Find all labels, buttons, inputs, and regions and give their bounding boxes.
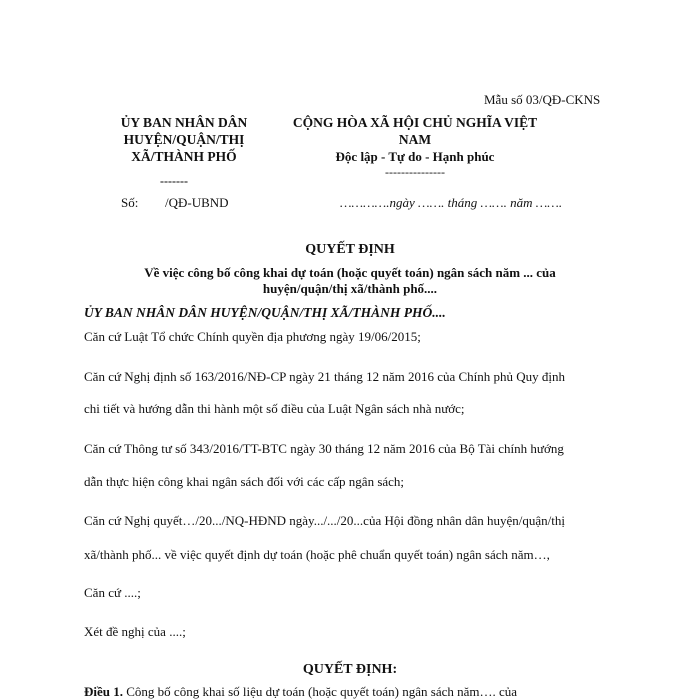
article-1 [84,684,517,700]
legal-basis-line: xã/thành phố... về việc quyết định dự toán (hoặc phê chuẩn quyết toán) ngân sách năm…, [84,547,550,562]
legal-basis-line: Căn cứ Luật Tổ chức Chính quyền địa phương ngày 19/06/2015; [84,329,421,344]
org-line: ỦY BAN NHÂN DÂN [120,115,248,130]
motto-divider: --------------- [385,165,445,179]
national-heading [280,114,550,179]
form-number: Mẫu số 03/QĐ-CKNS [484,92,601,107]
subtitle-line: huyện/quận/thị xã/thành phố.... [262,281,438,296]
issuing-authority: ỦY BAN NHÂN DÂN HUYỆN/QUẬN/THỊ XÃ/THÀNH PHỐ.... [84,305,446,320]
legal-basis-line: Căn cứ ....; [84,585,141,600]
legal-basis-line: Căn cứ Nghị quyết…/20.../NQ-HĐND ngày.../.../20...của Hội đồng nhân dân huyện/quận/thị [84,513,565,528]
subtitle-line: Về việc công bố công khai dự toán (hoặc quyết toán) ngân sách năm ... của [144,265,556,280]
legal-basis-line: chi tiết và hướng dẫn thi hành một số điều của Luật Ngân sách nhà nước; [84,401,465,416]
document-number-code: /QĐ-UBND [165,195,229,210]
legal-basis-line: Căn cứ Nghị định số 163/2016/NĐ-CP ngày 21 tháng 12 năm 2016 của Chính phủ Quy định [84,369,566,384]
org-line: XÃ/THÀNH PHỐ [131,149,237,164]
org-divider: ------- [160,174,188,188]
legal-basis-line: Xét đề nghị của ....; [84,624,186,639]
nation-name: CỘNG HÒA XÃ HỘI CHỦ NGHĨA VIỆT NAM [292,115,538,147]
issuing-organization [84,114,284,165]
nation-motto: Độc lập - Tự do - Hạnh phúc [335,149,495,164]
legal-basis-line: Căn cứ Thông tư số 343/2016/TT-BTC ngày 30 tháng 12 năm 2016 của Bộ Tài chính hướng [84,441,564,456]
org-line: HUYỆN/QUẬN/THỊ [123,132,245,147]
document-number-label: Số: [121,195,139,210]
decision-heading: QUYẾT ĐỊNH: [302,662,398,677]
article-1-label: Điều 1. [84,684,123,699]
document-subtitle [110,265,590,297]
legal-basis-line: dẫn thực hiện công khai ngân sách đối với các cấp ngân sách; [84,474,405,489]
article-1-text: Công bố công khai số liệu dự toán (hoặc quyết toán) ngân sách năm…. của [123,684,518,699]
date-line: ………….ngày ……. tháng ……. năm ……. [340,195,563,210]
document-title: QUYẾT ĐỊNH [305,242,395,257]
